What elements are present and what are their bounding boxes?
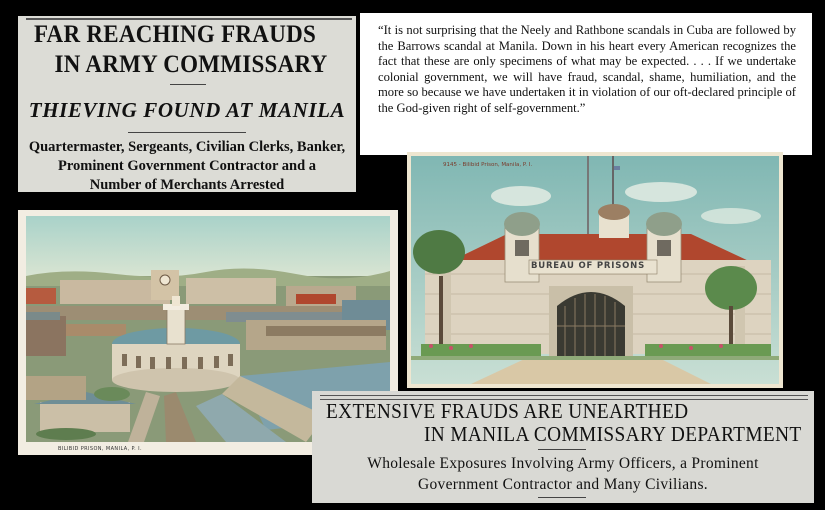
deck-line-1: Wholesale Exposures Involving Army Officers, a Prominent (367, 455, 759, 472)
deck (18, 138, 356, 192)
headline-line-2: IN MANILA COMMISSARY DEPARTMENT (424, 422, 802, 446)
newspaper-clipping-far-reaching-frauds (18, 16, 356, 192)
postcard-prison-gate (407, 152, 783, 388)
divider-rule (538, 497, 586, 498)
top-rule (26, 18, 352, 20)
deck-line-3: Number of Merchants Arrested (89, 177, 285, 192)
deck-line-2: Prominent Government Contractor and a (57, 158, 317, 174)
deck-line-1: Quartermaster, Sergeants, Civilian Clerks, Banker, (28, 139, 346, 155)
subheadline: THIEVING FOUND AT MANILA (28, 98, 346, 122)
headline-line-2: IN ARMY COMMISSARY (54, 51, 328, 78)
headline-line-1: FAR REACHING FRAUDS (33, 21, 317, 48)
deck-line-2: Government Contractor and Many Civilians. (418, 476, 708, 493)
divider-rule (538, 449, 586, 450)
divider-rule (128, 132, 246, 133)
bureau-sign: BUREAU OF PRISONS (530, 261, 646, 271)
postcard-caption: BILIBID PRISON, MANILA, P. I. (58, 446, 143, 452)
deck (312, 453, 814, 495)
quotation-text: “It is not surprising that the Neely and Rathbone scandals in Cuba are followed by the Barrows scandal at Manila. Down in his heart every American recognizes the fact that these are only specimens of what may be expected. . . . If we undertake colonial government, we will have fraud, scandal, shame, humiliation, and the more so because we have undertaken it in violation of our oft-declared principle of the God-given right of self-government.” (378, 23, 796, 115)
headline-line-1: EXTENSIVE FRAUDS ARE UNEARTHED (326, 399, 689, 423)
divider-rule (170, 84, 206, 85)
newspaper-clipping-extensive-frauds (312, 391, 814, 503)
quotation-clipping (360, 13, 812, 155)
postcard-caption: 9145 - Bilibid Prison, Manila, P. I. (443, 162, 533, 168)
